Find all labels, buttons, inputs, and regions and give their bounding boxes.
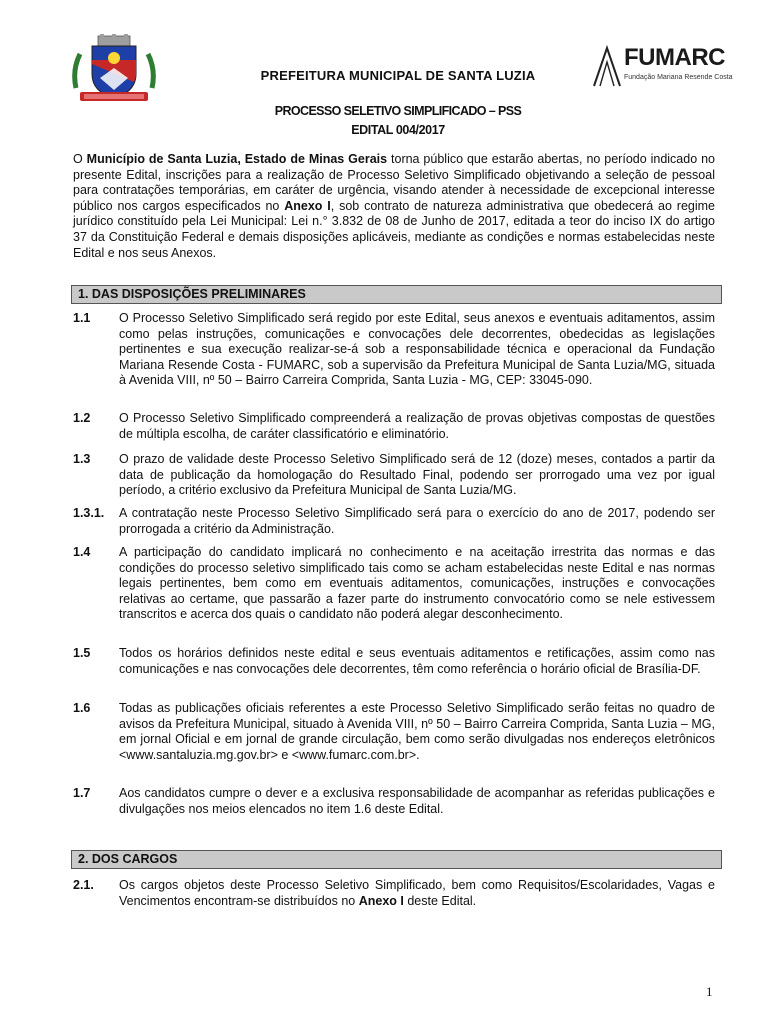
item-text: O prazo de validade deste Processo Seletivo Simplificado será de 12 (doze) meses, contados a partir da data de publicação da homologação do Resultado Final, podendo ser prorrogado uma vez por igual período, a critério exclusivo da Prefeitura Municipal de Santa Luzia/MG.	[119, 452, 715, 498]
fumarc-subtitle: Fundação Mariana Resende Costa	[624, 74, 733, 81]
item-text: O Processo Seletivo Simplificado será regido por este Edital, seus anexos e eventuais aditamentos, assim como pelas instruções, comunicações e convocações dele decorrentes, obedecidas as legislações pertinentes e sua execução realizar-se-á sob a responsabilidade técnica e operacional da Fundação Mariana Resende Costa - FUMARC, sob a supervisão da Prefeitura Municipal de Santa Luzia/MG, situada à Avenida VIII, nº 50 – Bairro Carreira Comprida, Santa Luzia - MG, CEP: 33045-090.	[119, 311, 715, 388]
section-heading-cargos: 2. DOS CARGOS	[71, 850, 722, 869]
intro-paragraph: O Município de Santa Luzia, Estado de Minas Gerais torna público que estarão abertas, no período indicado no presente Edital, inscrições para a realização de Processo Seletivo Simplificado objetivando a seleção de pessoal para contratações temporárias, em caráter de urgência, visando atender à necessidade de excepcional interesse público nos cargos especificados no Anexo I, sob contrato de natureza administrativa que obedecerá ao regime jurídico constituído pela Lei Municipal: Lei n.° 3.832 de 08 de Junho de 2017, editada a teor do inciso IX do artigo 37 da Constituição Federal e demais disposições aplicáveis, mediante as condições e normas estabelecidas neste Edital e nos seus Anexos.	[73, 152, 715, 260]
process-title: PROCESSO SELETIVO SIMPLIFICADO – PSS	[274, 104, 522, 118]
fumarc-wordmark: FUMARC	[624, 44, 725, 71]
item-text: Os cargos objetos deste Processo Seletivo Simplificado, bem como Requisitos/Escolaridades, Vagas e Vencimentos encontram-se distribuídos no Anexo I deste Edital.	[119, 878, 715, 908]
item-text: A contratação neste Processo Seletivo Simplificado será para o exercício do ano de 2017, podendo ser prorrogada a critério da Administração.	[119, 506, 715, 536]
page-number: 1	[706, 984, 713, 999]
item-text: Aos candidatos cumpre o dever e a exclusiva responsabilidade de acompanhar as referidas publicações e divulgações nos meios elencados no item 1.6 deste Edital.	[119, 786, 715, 816]
item-number: 1.3	[73, 452, 91, 466]
organization-title: PREFEITURA MUNICIPAL DE SANTA LUZIA	[260, 68, 536, 83]
item-number: 1.4	[73, 545, 91, 559]
section-heading-preliminares: 1. DAS DISPOSIÇÕES PRELIMINARES	[71, 285, 722, 304]
item-number: 1.2	[73, 411, 91, 425]
item-number: 1.7	[73, 786, 91, 800]
item-number: 2.1.	[73, 878, 94, 892]
item-text: Todos os horários definidos neste edital e seus eventuais aditamentos e retificações, assim como nas comunicações e nas convocações dele decorrentes, têm como referência o horário oficial de Brasília-DF.	[119, 646, 715, 676]
item-text: A participação do candidato implicará no conhecimento e na aceitação irrestrita das normas e das condições do processo seletivo simplificado tais como se acham estabelecidas neste Edital e nas normas legais pertinentes, bem como em eventuais aditamentos, comunicações, instruções e convocações relativas ao certame, que passarão a fazer parte do instrumento convocatório como se nele estivessem transcritos e acerca dos quais o candidato não poderá alegar desconhecimento.	[119, 545, 715, 622]
fumarc-mark-icon	[592, 44, 622, 90]
item-number: 1.1	[73, 311, 91, 325]
item-number: 1.5	[73, 646, 91, 660]
item-number: 1.3.1.	[73, 506, 105, 520]
fumarc-logo	[592, 44, 733, 90]
item-text: Todas as publicações oficiais referentes a este Processo Seletivo Simplificado serão feitas no quadro de avisos da Prefeitura Municipal, situado à Avenida VIII, nº 50 – Bairro Carreira Comprida, Santa Luzia – MG, em jornal Oficial e em jornal de grande circulação, bem como serão divulgadas nos endereços eletrônicos <www.santaluzia.mg.gov.br> e <www.fumarc.com.br>.	[119, 701, 715, 762]
item-number: 1.6	[73, 701, 91, 715]
item-text: O Processo Seletivo Simplificado compreenderá a realização de provas objetivas compostas de questões de múltipla escolha, de caráter classificatório e eliminatório.	[119, 411, 715, 441]
edital-title: EDITAL 004/2017	[351, 123, 445, 137]
